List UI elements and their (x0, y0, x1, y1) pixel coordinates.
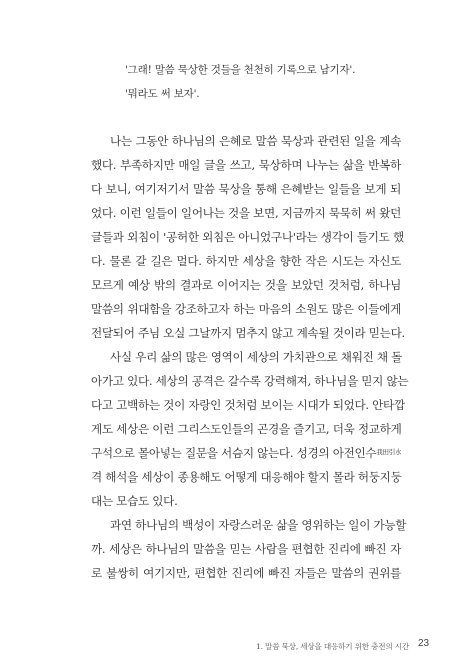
body-line: 다. 물론 갈 길은 멀다. 하지만 세상을 향한 작은 시도는 자신도 (91, 254, 401, 268)
body-line: 었다. 이런 일들이 일어나는 것을 보면, 지금까지 묵묵히 써 왔던 (91, 206, 401, 220)
body-line: 사실 우리 삶의 많은 영역이 세상의 가치관으로 채워진 채 돌 (110, 350, 403, 364)
body-line: 격 해석을 세상이 종용해도 어떻게 대응해야 할지 몰라 허둥지둥 (91, 470, 402, 484)
body-line: 전달되어 주님 오실 그날까지 멈추지 않고 계속될 것이라 믿는다. (91, 326, 405, 340)
body-line: 아가고 있다. 세상의 공격은 갈수록 강력해져, 하나님을 믿지 않는 (91, 374, 409, 388)
body-line: 게도 세상은 이런 그리스도인들의 곤경을 즐기고, 더욱 정교하게 (91, 422, 402, 436)
hanja-annotation: 我田引水 (376, 448, 402, 456)
body-line: 로 불쌍히 여기지만, 편협한 진리에 빠진 자들은 말씀의 권위를 (91, 566, 401, 580)
body-line: 했다. 부족하지만 매일 글을 쓰고, 묵상하며 나누는 삶을 반복하 (91, 158, 401, 172)
body-line: 과연 하나님의 백성이 자랑스러운 삶을 영위하는 일이 가능할 (110, 518, 407, 532)
quote-line-1: '그래! 말씀 묵상한 것들을 천천히 기록으로 남기자'. (125, 64, 356, 76)
body-line: 다고 고백하는 것이 자랑인 것처럼 보이는 시대가 되었다. 안타깝 (91, 398, 405, 412)
body-line-text: 구석으로 몰아넣는 질문을 서슴지 않는다. 성경의 아전인수 (91, 446, 377, 460)
running-footer-title: 1. 말씀 묵상, 세상을 대응하기 위한 충전의 시간 (256, 642, 409, 651)
body-line: 글들과 외침이 '공허한 외침은 아니었구나'라는 생각이 들기도 했 (91, 230, 404, 244)
body-line: 모르게 예상 밖의 결과로 이어지는 것을 보았던 것처럼, 하나님 (91, 278, 401, 292)
body-line: 나는 그동안 하나님의 은혜로 말씀 묵상과 관련된 일을 계속 (110, 134, 401, 148)
page-number: 23 (418, 638, 430, 649)
body-line: 다 보니, 여기저기서 말씀 묵상을 통해 은혜받는 일들을 보게 되 (91, 182, 401, 196)
body-line: 말씀의 위대함을 강조하고자 하는 마음의 소원도 많은 이들에게 (91, 302, 401, 316)
body-line: 대는 모습도 있다. (91, 494, 178, 508)
quote-line-2: '뭐라도 써 보자'. (125, 88, 200, 100)
body-line: 까. 세상은 하나님의 말씀을 믿는 사람을 편협한 진리에 빠진 자 (91, 542, 401, 556)
body-line-with-ruby (91, 445, 401, 461)
